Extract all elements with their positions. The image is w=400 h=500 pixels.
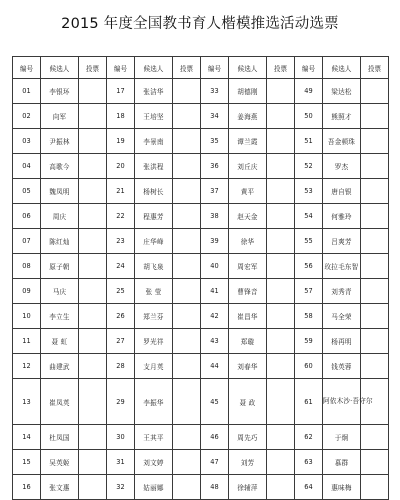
column-header: 编号 bbox=[13, 57, 41, 79]
candidate-number: 06 bbox=[13, 204, 41, 229]
candidate-number: 26 bbox=[107, 304, 135, 329]
candidate-name: 刘丘庆 bbox=[229, 154, 267, 179]
vote-box[interactable] bbox=[173, 129, 201, 154]
vote-box[interactable] bbox=[267, 204, 295, 229]
candidate-number: 18 bbox=[107, 104, 135, 129]
candidate-name: 马全荣 bbox=[323, 304, 361, 329]
candidate-name: 魏凤明 bbox=[41, 179, 79, 204]
column-header: 编号 bbox=[201, 57, 229, 79]
candidate-number: 61 bbox=[295, 379, 323, 425]
candidate-number: 52 bbox=[295, 154, 323, 179]
candidate-number: 36 bbox=[201, 154, 229, 179]
candidate-number: 07 bbox=[13, 229, 41, 254]
candidate-name: 杜凤国 bbox=[41, 425, 79, 450]
candidate-name: 曹锋音 bbox=[229, 279, 267, 304]
candidate-number: 43 bbox=[201, 329, 229, 354]
table-row bbox=[13, 229, 389, 254]
column-header: 编号 bbox=[107, 57, 135, 79]
vote-box[interactable] bbox=[173, 104, 201, 129]
vote-box[interactable] bbox=[79, 229, 107, 254]
candidate-number: 05 bbox=[13, 179, 41, 204]
table-row bbox=[13, 425, 389, 450]
candidate-number: 62 bbox=[295, 425, 323, 450]
candidate-number: 33 bbox=[201, 79, 229, 104]
candidate-number: 46 bbox=[201, 425, 229, 450]
candidate-name: 王其平 bbox=[135, 425, 173, 450]
vote-box[interactable] bbox=[267, 229, 295, 254]
candidate-number: 64 bbox=[295, 475, 323, 500]
candidate-name: 支月英 bbox=[135, 354, 173, 379]
candidate-number: 19 bbox=[107, 129, 135, 154]
vote-box[interactable] bbox=[79, 79, 107, 104]
vote-box[interactable] bbox=[79, 179, 107, 204]
candidate-name: 张洪程 bbox=[135, 154, 173, 179]
candidate-name: 马庆 bbox=[41, 279, 79, 304]
table-row bbox=[13, 204, 389, 229]
candidate-name: 高歌今 bbox=[41, 154, 79, 179]
candidate-name: 谭兰霞 bbox=[229, 129, 267, 154]
candidate-name: 姑丽娜 bbox=[135, 475, 173, 500]
candidate-number: 21 bbox=[107, 179, 135, 204]
candidate-name: 赵天金 bbox=[229, 204, 267, 229]
candidate-name: 刘文婷 bbox=[135, 450, 173, 475]
table-row bbox=[13, 104, 389, 129]
vote-box[interactable] bbox=[173, 229, 201, 254]
candidate-number: 35 bbox=[201, 129, 229, 154]
table-row bbox=[13, 304, 389, 329]
vote-box[interactable] bbox=[267, 304, 295, 329]
candidate-number: 59 bbox=[295, 329, 323, 354]
candidate-number: 03 bbox=[13, 129, 41, 154]
vote-box[interactable] bbox=[79, 129, 107, 154]
vote-box[interactable] bbox=[361, 450, 389, 475]
candidate-number: 60 bbox=[295, 354, 323, 379]
vote-box[interactable] bbox=[79, 254, 107, 279]
vote-box[interactable] bbox=[173, 254, 201, 279]
candidate-name: 周先巧 bbox=[229, 425, 267, 450]
table-row bbox=[13, 475, 389, 500]
candidate-name: 崔凤英 bbox=[41, 379, 79, 425]
vote-box[interactable] bbox=[361, 329, 389, 354]
candidate-name: 王培坚 bbox=[135, 104, 173, 129]
vote-box[interactable] bbox=[267, 425, 295, 450]
vote-box[interactable] bbox=[79, 425, 107, 450]
table-row bbox=[13, 279, 389, 304]
vote-box[interactable] bbox=[267, 475, 295, 500]
candidate-number: 30 bbox=[107, 425, 135, 450]
candidate-name: 李景南 bbox=[135, 129, 173, 154]
column-header: 投票 bbox=[267, 57, 295, 79]
column-header: 编号 bbox=[295, 57, 323, 79]
candidate-number: 32 bbox=[107, 475, 135, 500]
candidate-name: 钱英蓉 bbox=[323, 354, 361, 379]
candidate-name: 郑璇 bbox=[229, 329, 267, 354]
candidate-number: 02 bbox=[13, 104, 41, 129]
candidate-name: 胡飞泉 bbox=[135, 254, 173, 279]
table-row bbox=[13, 129, 389, 154]
candidate-number: 47 bbox=[201, 450, 229, 475]
candidate-number: 08 bbox=[13, 254, 41, 279]
candidate-name: 曲建武 bbox=[41, 354, 79, 379]
candidate-name: 阿依木沙·吾守尔 bbox=[323, 379, 361, 425]
vote-box[interactable] bbox=[361, 79, 389, 104]
candidate-number: 27 bbox=[107, 329, 135, 354]
candidate-number: 34 bbox=[201, 104, 229, 129]
candidate-name: 惠味梅 bbox=[323, 475, 361, 500]
candidate-number: 53 bbox=[295, 179, 323, 204]
candidate-number: 29 bbox=[107, 379, 135, 425]
vote-box[interactable] bbox=[79, 304, 107, 329]
candidate-name: 周庆 bbox=[41, 204, 79, 229]
candidate-number: 11 bbox=[13, 329, 41, 354]
vote-box[interactable] bbox=[267, 279, 295, 304]
candidate-number: 12 bbox=[13, 354, 41, 379]
candidate-name: 何雅玲 bbox=[323, 204, 361, 229]
column-header: 候选人 bbox=[323, 57, 361, 79]
vote-box[interactable] bbox=[173, 204, 201, 229]
candidate-name: 唐自银 bbox=[323, 179, 361, 204]
candidate-name: 张 莹 bbox=[135, 279, 173, 304]
vote-box[interactable] bbox=[267, 129, 295, 154]
ballot-table bbox=[12, 56, 389, 500]
candidate-name: 张洁华 bbox=[135, 79, 173, 104]
vote-box[interactable] bbox=[361, 129, 389, 154]
candidate-number: 16 bbox=[13, 475, 41, 500]
candidate-number: 51 bbox=[295, 129, 323, 154]
candidate-name: 杨树长 bbox=[135, 179, 173, 204]
candidate-name: 熊照才 bbox=[323, 104, 361, 129]
candidate-number: 37 bbox=[201, 179, 229, 204]
column-header: 候选人 bbox=[229, 57, 267, 79]
column-header: 投票 bbox=[79, 57, 107, 79]
candidate-number: 17 bbox=[107, 79, 135, 104]
candidate-name: 刘秀青 bbox=[323, 279, 361, 304]
candidate-name: 罗杰 bbox=[323, 154, 361, 179]
candidate-name: 胡德刚 bbox=[229, 79, 267, 104]
vote-box[interactable] bbox=[267, 179, 295, 204]
table-row bbox=[13, 329, 389, 354]
candidate-name: 梁达松 bbox=[323, 79, 361, 104]
candidate-name: 姜海燕 bbox=[229, 104, 267, 129]
candidate-number: 14 bbox=[13, 425, 41, 450]
candidate-name: 聂 虹 bbox=[41, 329, 79, 354]
vote-box[interactable] bbox=[173, 450, 201, 475]
vote-box[interactable] bbox=[361, 229, 389, 254]
candidate-number: 28 bbox=[107, 354, 135, 379]
candidate-name: 于炯 bbox=[323, 425, 361, 450]
column-header: 候选人 bbox=[41, 57, 79, 79]
vote-box[interactable] bbox=[173, 304, 201, 329]
candidate-number: 31 bbox=[107, 450, 135, 475]
vote-box[interactable] bbox=[361, 104, 389, 129]
vote-box[interactable] bbox=[173, 354, 201, 379]
candidate-name: 吴英姬 bbox=[41, 450, 79, 475]
table-row bbox=[13, 79, 389, 104]
vote-box[interactable] bbox=[361, 179, 389, 204]
table-row bbox=[13, 379, 389, 425]
candidate-name: 吾金顿珠 bbox=[323, 129, 361, 154]
candidate-name: 李立生 bbox=[41, 304, 79, 329]
candidate-number: 42 bbox=[201, 304, 229, 329]
vote-box[interactable] bbox=[79, 204, 107, 229]
candidate-name: 罗光祥 bbox=[135, 329, 173, 354]
column-header: 投票 bbox=[173, 57, 201, 79]
vote-box[interactable] bbox=[361, 279, 389, 304]
candidate-number: 25 bbox=[107, 279, 135, 304]
candidate-number: 63 bbox=[295, 450, 323, 475]
candidate-name: 程惠芳 bbox=[135, 204, 173, 229]
candidate-name: 刘春华 bbox=[229, 354, 267, 379]
vote-box[interactable] bbox=[361, 475, 389, 500]
vote-box[interactable] bbox=[361, 154, 389, 179]
vote-box[interactable] bbox=[267, 379, 295, 425]
candidate-name: 原子朝 bbox=[41, 254, 79, 279]
candidate-name: 周宏军 bbox=[229, 254, 267, 279]
table-row bbox=[13, 179, 389, 204]
table-row bbox=[13, 254, 389, 279]
candidate-number: 49 bbox=[295, 79, 323, 104]
candidate-number: 58 bbox=[295, 304, 323, 329]
vote-box[interactable] bbox=[79, 450, 107, 475]
vote-box[interactable] bbox=[267, 354, 295, 379]
candidate-number: 45 bbox=[201, 379, 229, 425]
vote-box[interactable] bbox=[79, 354, 107, 379]
vote-box[interactable] bbox=[361, 425, 389, 450]
candidate-number: 38 bbox=[201, 204, 229, 229]
candidate-name: 杨再明 bbox=[323, 329, 361, 354]
candidate-name: 黄平 bbox=[229, 179, 267, 204]
candidate-number: 24 bbox=[107, 254, 135, 279]
vote-box[interactable] bbox=[173, 154, 201, 179]
candidate-number: 39 bbox=[201, 229, 229, 254]
vote-box[interactable] bbox=[267, 104, 295, 129]
vote-box[interactable] bbox=[267, 450, 295, 475]
candidate-number: 23 bbox=[107, 229, 135, 254]
candidate-number: 57 bbox=[295, 279, 323, 304]
vote-box[interactable] bbox=[361, 254, 389, 279]
ballot-title: 2015 年度全国教书育人楷模推选活动选票 bbox=[61, 16, 339, 32]
vote-box[interactable] bbox=[79, 104, 107, 129]
vote-box[interactable] bbox=[79, 154, 107, 179]
candidate-name: 刘芳 bbox=[229, 450, 267, 475]
candidate-number: 55 bbox=[295, 229, 323, 254]
vote-box[interactable] bbox=[267, 254, 295, 279]
candidate-number: 56 bbox=[295, 254, 323, 279]
vote-box[interactable] bbox=[173, 379, 201, 425]
vote-box[interactable] bbox=[361, 354, 389, 379]
candidate-number: 10 bbox=[13, 304, 41, 329]
candidate-name: 徐辅萍 bbox=[229, 475, 267, 500]
vote-box[interactable] bbox=[361, 304, 389, 329]
table-row bbox=[13, 354, 389, 379]
vote-box[interactable] bbox=[79, 475, 107, 500]
table-row bbox=[13, 450, 389, 475]
candidate-name: 徐华 bbox=[229, 229, 267, 254]
candidate-number: 48 bbox=[201, 475, 229, 500]
candidate-name: 吕爽芳 bbox=[323, 229, 361, 254]
vote-box[interactable] bbox=[361, 204, 389, 229]
vote-box[interactable] bbox=[79, 379, 107, 425]
candidate-name: 李银环 bbox=[41, 79, 79, 104]
candidate-name: 慕群 bbox=[323, 450, 361, 475]
vote-box[interactable] bbox=[173, 79, 201, 104]
candidate-number: 50 bbox=[295, 104, 323, 129]
candidate-name: 尹振林 bbox=[41, 129, 79, 154]
candidate-number: 54 bbox=[295, 204, 323, 229]
candidate-name: 玫拉毛东智 bbox=[323, 254, 361, 279]
candidate-number: 41 bbox=[201, 279, 229, 304]
candidate-number: 15 bbox=[13, 450, 41, 475]
candidate-number: 13 bbox=[13, 379, 41, 425]
candidate-number: 20 bbox=[107, 154, 135, 179]
vote-box[interactable] bbox=[173, 425, 201, 450]
candidate-name: 张文惠 bbox=[41, 475, 79, 500]
candidate-name: 郑兰芬 bbox=[135, 304, 173, 329]
vote-box[interactable] bbox=[79, 279, 107, 304]
vote-box[interactable] bbox=[267, 329, 295, 354]
column-header: 投票 bbox=[361, 57, 389, 79]
candidate-number: 09 bbox=[13, 279, 41, 304]
vote-box[interactable] bbox=[79, 329, 107, 354]
vote-box[interactable] bbox=[173, 329, 201, 354]
candidate-name: 向军 bbox=[41, 104, 79, 129]
table-row bbox=[13, 154, 389, 179]
vote-box[interactable] bbox=[173, 279, 201, 304]
candidate-name: 庄华峰 bbox=[135, 229, 173, 254]
candidate-name: 崔昌华 bbox=[229, 304, 267, 329]
candidate-number: 22 bbox=[107, 204, 135, 229]
vote-box[interactable] bbox=[267, 154, 295, 179]
candidate-name: 陈红灿 bbox=[41, 229, 79, 254]
candidate-name: 李振华 bbox=[135, 379, 173, 425]
candidate-number: 44 bbox=[201, 354, 229, 379]
column-header: 候选人 bbox=[135, 57, 173, 79]
vote-box[interactable] bbox=[267, 79, 295, 104]
candidate-name: 聂 政 bbox=[229, 379, 267, 425]
candidate-number: 04 bbox=[13, 154, 41, 179]
vote-box[interactable] bbox=[173, 475, 201, 500]
header-row bbox=[13, 57, 389, 79]
candidate-number: 40 bbox=[201, 254, 229, 279]
candidate-number: 01 bbox=[13, 79, 41, 104]
vote-box[interactable] bbox=[173, 179, 201, 204]
